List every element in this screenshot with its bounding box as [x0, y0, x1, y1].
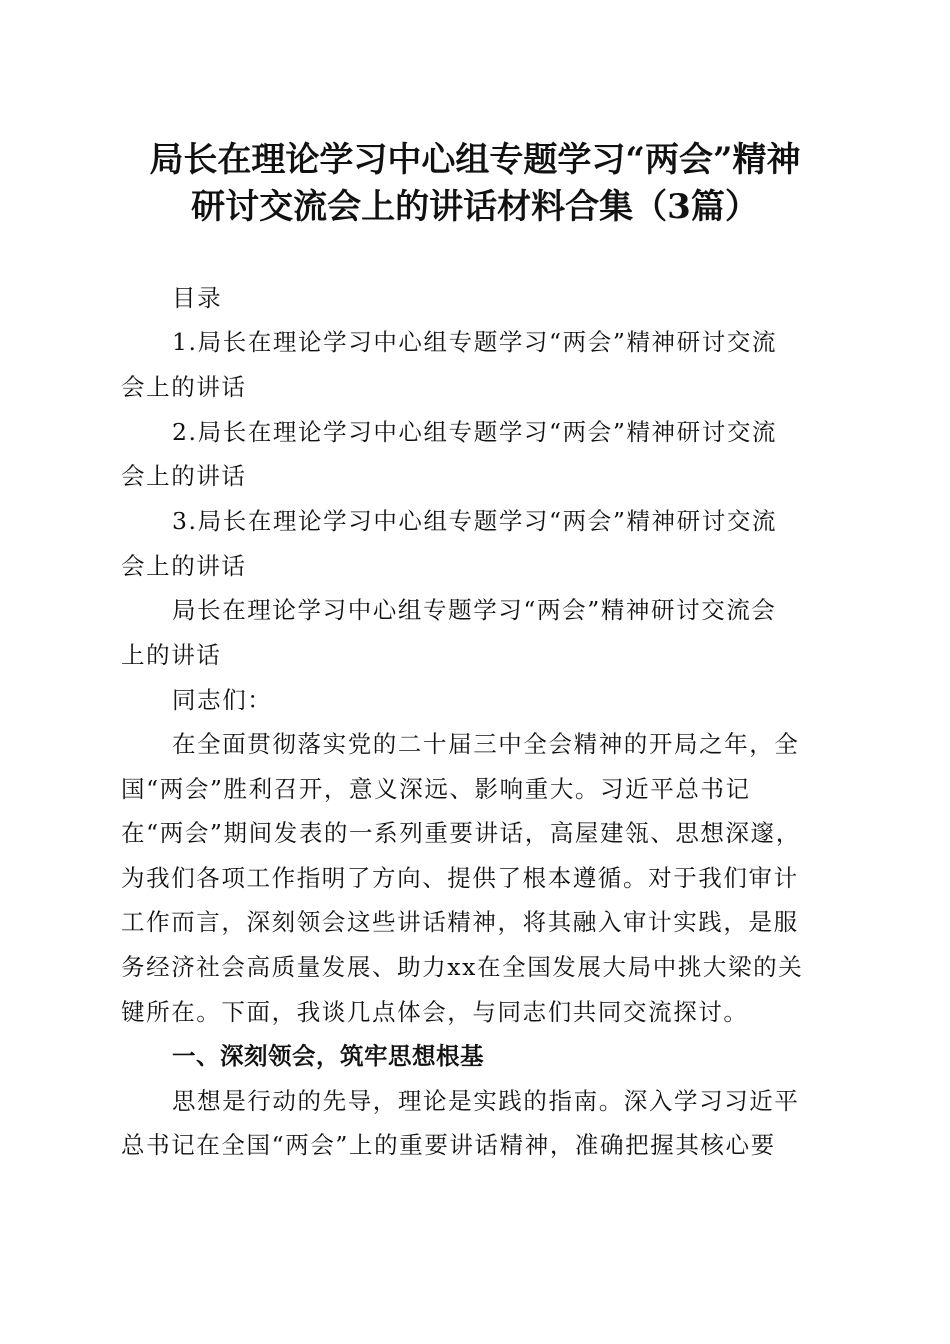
paragraph-2-line-1: 思想是行动的先导，理论是实践的指南。深入学习习近平 [172, 1087, 800, 1115]
paragraph-1-line-1: 在全面贯彻落实党的二十届三中全会精神的开局之年，全 [172, 730, 800, 758]
paragraph-2-line-2: 总书记在全国“两会”上的重要讲话精神，准确把握其核心要 [121, 1131, 776, 1159]
toc-item-1-line-1: 1.局长在理论学习中心组专题学习“两会”精神研讨交流 [172, 328, 778, 356]
toc-item-3-line-1: 3.局长在理论学习中心组专题学习“两会”精神研讨交流 [172, 507, 778, 535]
document-title-line-2: 研讨交流会上的讲话材料合集（3篇） [191, 187, 759, 227]
speech-title-line-1: 局长在理论学习中心组专题学习“两会”精神研讨交流会 [172, 596, 777, 624]
toc-heading: 目录 [172, 284, 223, 312]
paragraph-1-line-2: 国“两会”胜利召开，意义深远、影响重大。习近平总书记 [121, 775, 751, 803]
paragraph-1-line-4: 为我们各项工作指明了方向、提供了根本遵循。对于我们审计 [121, 864, 799, 892]
paragraph-1-line-6: 务经济社会高质量发展、助力xx在全国发展大局中挑大梁的关 [121, 953, 804, 981]
toc-item-2-line-1: 2.局长在理论学习中心组专题学习“两会”精神研讨交流 [172, 418, 778, 446]
toc-item-1-line-2: 会上的讲话 [121, 373, 247, 401]
paragraph-1-line-3: 在“两会”期间发表的一系列重要讲话，高屋建瓴、思想深邃， [121, 819, 801, 847]
toc-item-2-line-2: 会上的讲话 [121, 462, 247, 490]
document-title-line-1: 局长在理论学习中心组专题学习“两会”精神 [149, 140, 801, 180]
toc-item-3-line-2: 会上的讲话 [121, 552, 247, 580]
paragraph-1-line-5: 工作而言，深刻领会这些讲话精神，将其融入审计实践，是服 [121, 908, 799, 936]
salutation: 同志们： [172, 686, 273, 714]
speech-title-line-2: 上的讲话 [121, 641, 222, 669]
section-1-heading: 一、深刻领会，筑牢思想根基 [172, 1042, 484, 1070]
paragraph-1-line-7: 键所在。下面，我谈几点体会，与同志们共同交流探讨。 [121, 998, 749, 1026]
